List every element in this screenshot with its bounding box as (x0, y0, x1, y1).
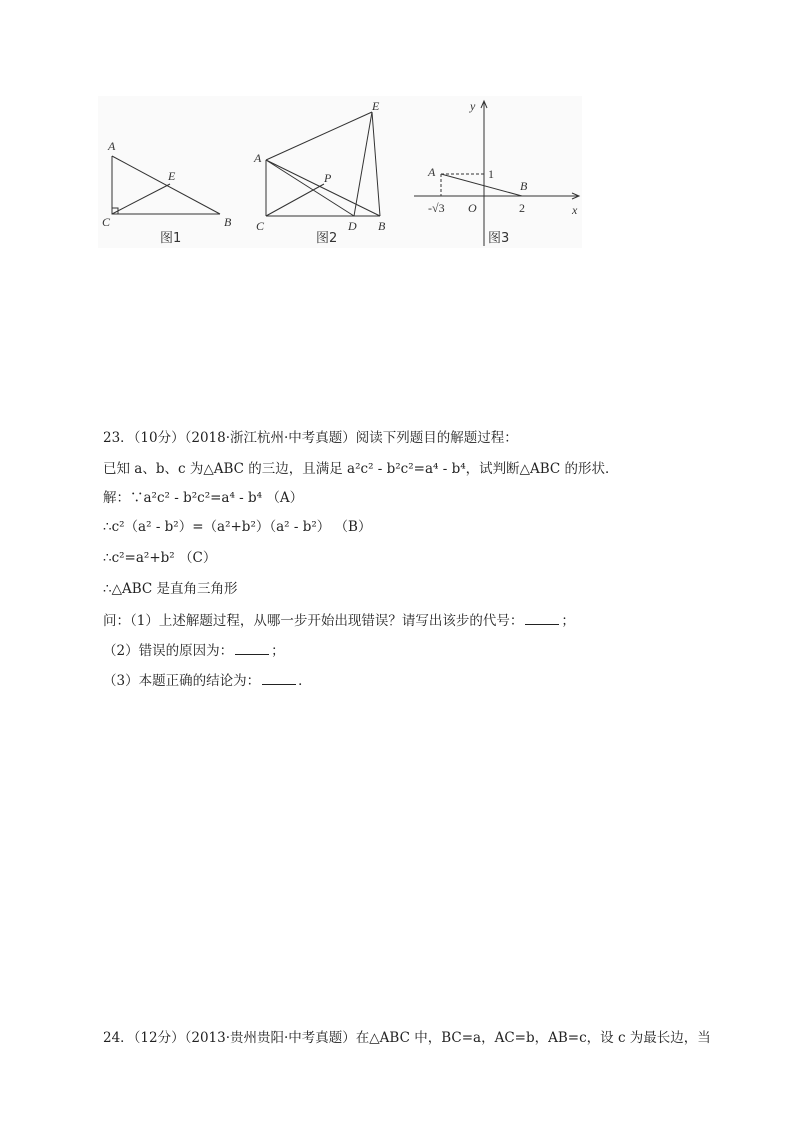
question-23-part-3-end: ． (298, 673, 312, 689)
fig3-axis-x-label: x (572, 203, 578, 217)
fig1-label-b: B (224, 215, 232, 229)
question-23-part-3 (103, 670, 312, 691)
question-23-part-2-end: ； (271, 643, 285, 659)
question-23-part-1-end: ； (561, 613, 575, 629)
question-23-step-c: ∴c²=a²+b² （C） (103, 550, 217, 566)
question-23-given: 已知 a、b、c 为△ABC 的三边，且满足 a²c² - b²c²=a⁴ - b⁴，试判断△ABC 的形状． (103, 461, 619, 477)
fig3-caption: 图3 (488, 231, 510, 246)
question-23-step-a: 解：∵a²c² - b²c²=a⁴ - b⁴ （A） (103, 490, 304, 506)
fig1-label-c: C (102, 215, 111, 229)
fig1-label-e: E (168, 169, 176, 183)
fig2-segment-ae (266, 112, 372, 160)
question-23-conclusion: ∴△ABC 是直角三角形 (103, 581, 238, 597)
question-23-part-1-text: 问：（1）上述解题过程，从哪一步开始出现错误？请写出该步的代号： (103, 613, 524, 629)
figures-svg (98, 96, 582, 248)
fig2-label-c: C (256, 219, 265, 233)
answer-blank-2[interactable] (235, 640, 269, 655)
fig2-label-a: A (254, 151, 262, 165)
question-23-part-1 (103, 610, 575, 631)
fig2-segment-ad (266, 160, 354, 216)
fig3-tick-neg-sqrt3: -√3 (428, 201, 445, 215)
fig2-label-e: E (372, 99, 380, 113)
fig2-segment-cp (266, 184, 324, 216)
answer-blank-1[interactable] (525, 610, 559, 625)
fig2-segment-ed (354, 112, 372, 216)
question-23-step-b: ∴c²（a² - b²）=（a²+b²）（a² - b²） （B） (103, 519, 372, 535)
answer-blank-3[interactable] (262, 670, 296, 685)
fig2-segment-eb (372, 112, 380, 216)
fig2-label-b: B (378, 219, 386, 233)
fig2-label-p: P (324, 171, 332, 185)
question-23-part-2 (103, 640, 285, 661)
fig3-tick-2: 2 (519, 201, 525, 215)
question-23-part-2-text: （2）错误的原因为： (103, 643, 234, 659)
fig3-segment-ab (441, 174, 522, 196)
fig2-side-ab (266, 160, 380, 216)
question-23-header: 23．（10分）（2018·浙江杭州·中考真题）阅读下列题目的解题过程： (103, 430, 518, 446)
question-24-header: 24．（12分）（2013·贵州贵阳·中考真题）在△ABC 中，BC=a，AC=b，AB=c，设 c 为最长边，当 (103, 1030, 711, 1046)
question-23-part-3-text: （3）本题正确的结论为： (103, 673, 261, 689)
fig2-caption: 图2 (316, 231, 338, 246)
figure-1 (112, 156, 220, 214)
figure-3 (414, 101, 579, 246)
figure-2 (266, 112, 380, 216)
fig1-segment-ce (112, 184, 170, 214)
fig1-label-a: A (108, 139, 116, 153)
fig3-label-a: A (428, 165, 436, 179)
fig3-axis-y-label: y (470, 99, 476, 113)
fig3-label-b: B (520, 179, 528, 193)
geometry-figures (98, 96, 582, 248)
fig2-label-d: D (348, 219, 357, 233)
fig1-caption: 图1 (160, 231, 182, 246)
fig3-label-o: O (468, 201, 477, 215)
fig3-tick-1: 1 (488, 167, 494, 181)
